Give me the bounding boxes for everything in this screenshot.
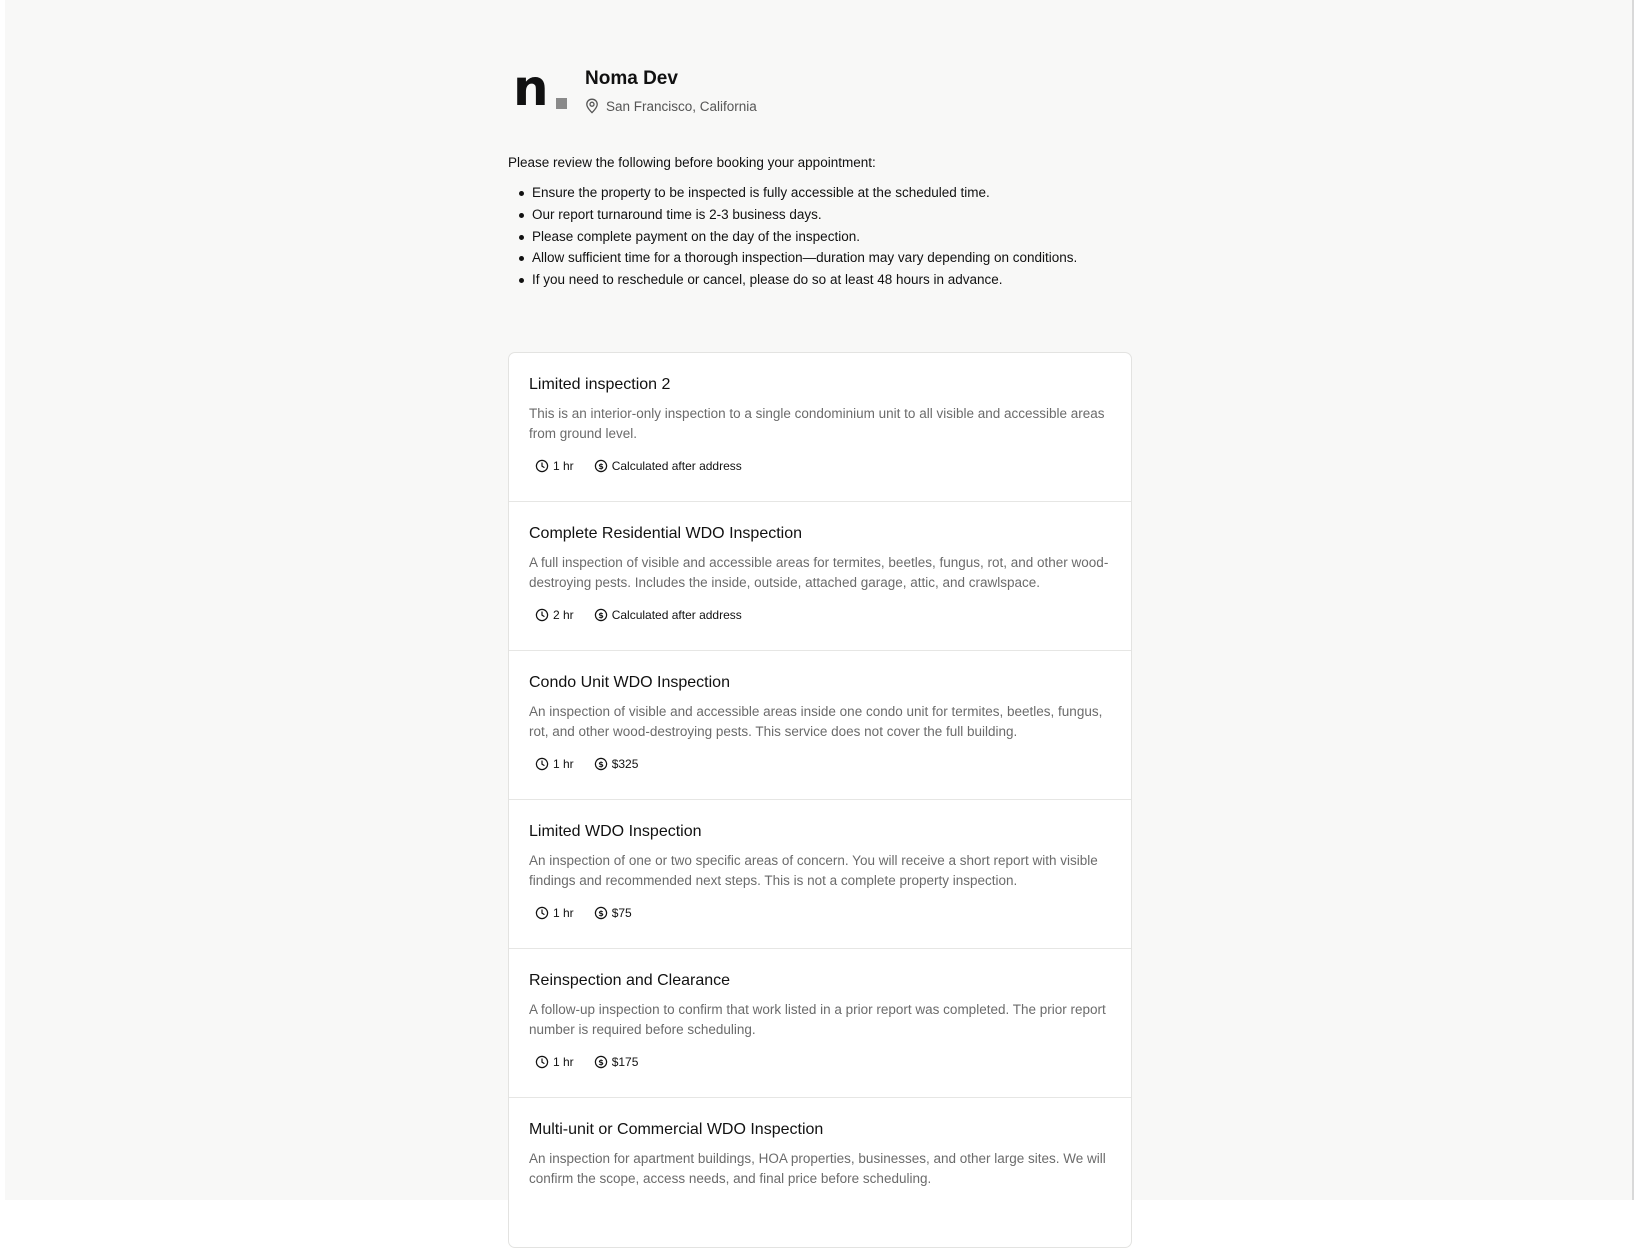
service-title: Limited inspection 2 [529, 376, 671, 393]
clock-icon [535, 1055, 549, 1069]
instruction-item: Please complete payment on the day of the inspection. [532, 226, 1132, 248]
service-card-reinspection-clearance[interactable] [509, 949, 1131, 1098]
service-price [594, 608, 742, 622]
service-description: An inspection of visible and accessible areas inside one condo unit for termites, beetles, fungus, rot, and other wood-destroying pests. This service does not cover the full building. [529, 704, 1103, 739]
instructions-list [508, 182, 1132, 291]
logo-dot [556, 98, 567, 109]
price-text: Calculated after address [611, 608, 742, 622]
service-description: A full inspection of visible and accessible areas for termites, beetles, fungus, rot, and other wood-destroying pests. Includes the inside, outside, attached garage, attic, and crawlspace. [529, 555, 1109, 590]
service-card-limited-inspection-2[interactable] [509, 353, 1131, 502]
service-card-multi-unit-commercial-wdo[interactable] [509, 1098, 1131, 1247]
duration-text: 1 hr [553, 1055, 574, 1069]
dollar-circle-icon [594, 757, 608, 771]
svg-text:$: $ [597, 909, 604, 918]
booking-instructions [508, 154, 1132, 291]
dollar-circle-icon [594, 1055, 608, 1069]
svg-text:$: $ [597, 611, 604, 620]
instruction-item: Our report turnaround time is 2-3 business days. [532, 204, 1132, 226]
clock-icon [535, 757, 549, 771]
svg-text:$: $ [597, 462, 604, 471]
instruction-item: Allow sufficient time for a thorough inspection—duration may vary depending on conditions. [532, 247, 1132, 269]
logo-letter: n [513, 59, 549, 117]
service-price [594, 757, 639, 771]
duration-text: 2 hr [553, 608, 574, 622]
svg-text:$: $ [597, 760, 604, 769]
location-text: San Francisco, California [606, 98, 757, 114]
clock-icon [535, 906, 549, 920]
service-duration [535, 608, 574, 622]
clock-icon [535, 459, 549, 473]
map-pin-icon [585, 98, 599, 114]
service-title: Limited WDO Inspection [529, 823, 702, 840]
dollar-circle-icon [594, 608, 608, 622]
service-description: An inspection of one or two specific areas of concern. You will receive a short report with visible findings and recommended next steps. This is not a complete property inspection. [529, 853, 1098, 888]
service-duration [535, 906, 574, 920]
dollar-circle-icon [594, 906, 608, 920]
duration-text: 1 hr [553, 459, 574, 473]
service-meta [529, 608, 1111, 622]
service-card-condo-unit-wdo[interactable] [509, 651, 1131, 800]
price-text: Calculated after address [611, 459, 742, 473]
company-header [508, 59, 1132, 124]
service-card-complete-residential-wdo[interactable] [509, 502, 1131, 651]
company-location [585, 98, 757, 114]
service-meta [529, 1055, 1111, 1069]
price-text: $75 [611, 906, 632, 920]
service-title: Condo Unit WDO Inspection [529, 674, 730, 691]
duration-text: 1 hr [553, 757, 574, 771]
price-text: $175 [611, 1055, 639, 1069]
service-price [594, 906, 632, 920]
price-text: $325 [611, 757, 639, 771]
duration-text: 1 hr [553, 906, 574, 920]
instructions-heading: Please review the following before booking your appointment: [508, 155, 876, 170]
service-list [508, 352, 1132, 1248]
clock-icon [535, 608, 549, 622]
svg-text:$: $ [597, 1058, 604, 1067]
service-card-limited-wdo[interactable] [509, 800, 1131, 949]
service-title: Reinspection and Clearance [529, 972, 731, 989]
page-background [5, 0, 1634, 1200]
service-meta [529, 757, 1111, 771]
service-duration [535, 459, 574, 473]
service-description: This is an interior-only inspection to a single condominium unit to all visible and accessible areas from ground level. [529, 406, 1105, 441]
service-description: An inspection for apartment buildings, HOA properties, businesses, and other large sites. We will confirm the scope, access needs, and final price before scheduling. [529, 1151, 1106, 1186]
service-duration [535, 757, 574, 771]
service-title: Multi-unit or Commercial WDO Inspection [529, 1121, 824, 1138]
service-meta [529, 906, 1111, 920]
instruction-item: Ensure the property to be inspected is fully accessible at the scheduled time. [532, 182, 1132, 204]
service-title: Complete Residential WDO Inspection [529, 525, 803, 542]
company-name: Noma Dev [585, 68, 678, 89]
dollar-circle-icon [594, 459, 608, 473]
service-description: A follow-up inspection to confirm that work listed in a prior report was completed. The prior report number is required before scheduling. [529, 1002, 1106, 1037]
service-meta [529, 459, 1111, 473]
company-logo [513, 59, 565, 117]
service-price [594, 459, 742, 473]
service-price [594, 1055, 639, 1069]
instruction-item: If you need to reschedule or cancel, please do so at least 48 hours in advance. [532, 269, 1132, 291]
service-duration [535, 1055, 574, 1069]
